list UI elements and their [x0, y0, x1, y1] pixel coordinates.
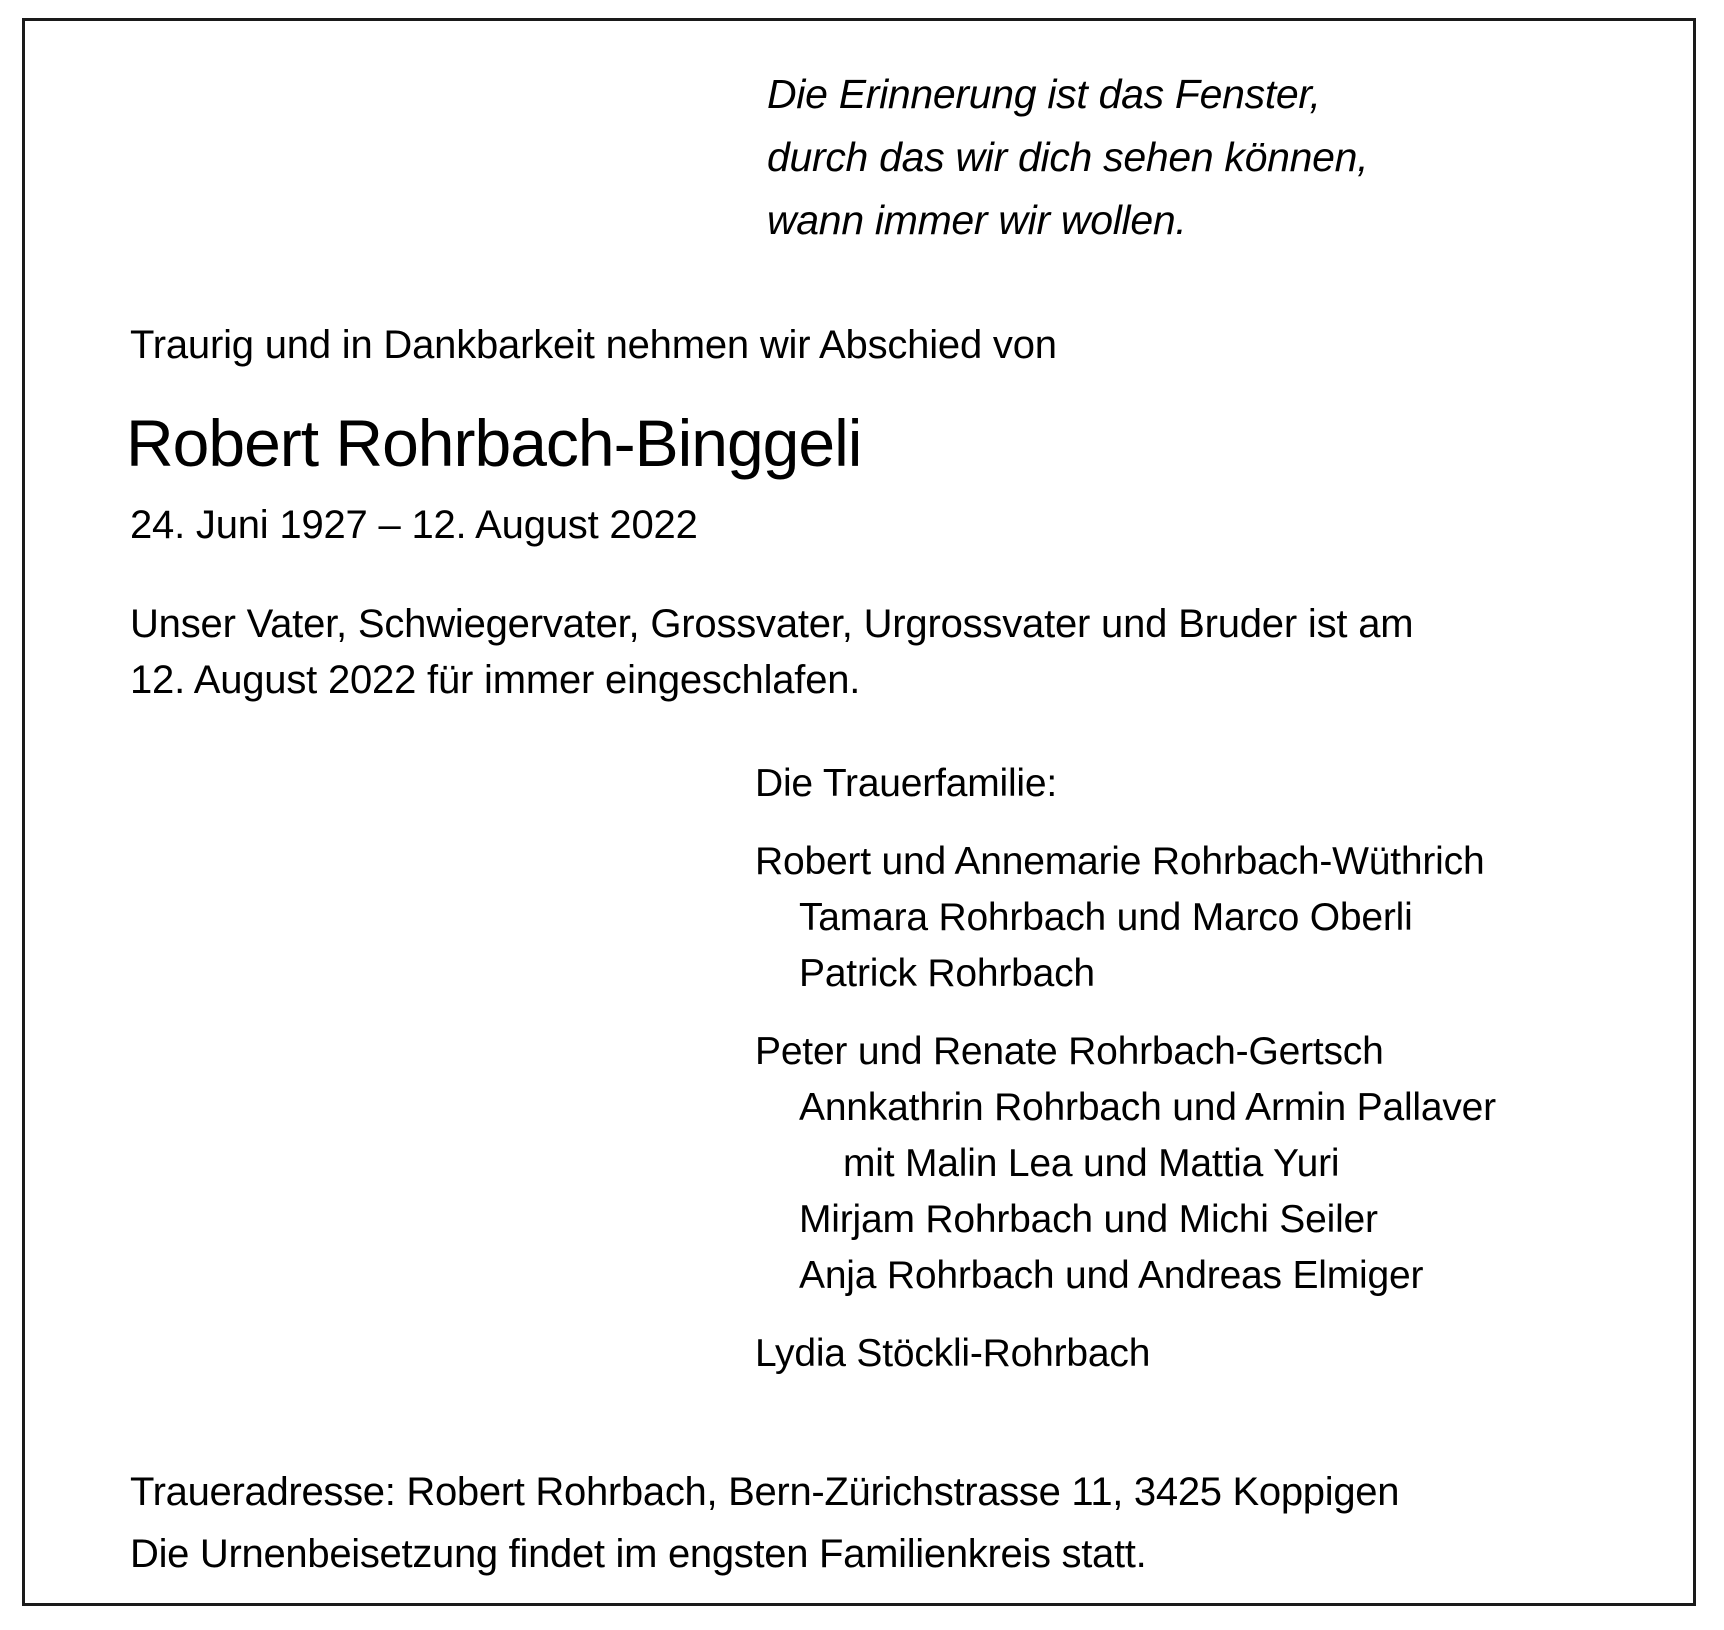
- burial-note: Die Urnenbeisetzung findet im engsten Familienkreis statt.: [130, 1532, 1147, 1576]
- memorial-quote: [767, 63, 1368, 252]
- deceased-name: Robert Rohrbach-Binggeli: [126, 406, 862, 480]
- quote-line: durch das wir dich sehen können,: [767, 134, 1369, 180]
- announcement-line: Unser Vater, Schwiegervater, Grossvater, Urgrossvater und Bruder ist am: [130, 602, 1414, 646]
- family-member: Tamara Rohrbach und Marco Oberli: [799, 896, 1413, 939]
- footer-info: [130, 1461, 1399, 1585]
- obituary-card: [22, 18, 1696, 1606]
- mourning-family-block: [755, 756, 1496, 1404]
- announcement-text: [130, 596, 1650, 708]
- family-group: [755, 1326, 1496, 1382]
- family-group: [755, 1024, 1496, 1304]
- quote-line: wann immer wir wollen.: [767, 197, 1187, 243]
- mourning-address: Traueradresse: Robert Rohrbach, Bern-Zürichstrasse 11, 3425 Koppigen: [130, 1470, 1400, 1514]
- family-member: Mirjam Rohrbach und Michi Seiler: [799, 1198, 1378, 1241]
- quote-line: Die Erinnerung ist das Fenster,: [767, 71, 1321, 117]
- intro-text: Traurig und in Dankbarkeit nehmen wir Abschied von: [130, 323, 1057, 367]
- family-member: Lydia Stöckli-Rohrbach: [755, 1332, 1151, 1375]
- family-member: mit Malin Lea und Mattia Yuri: [843, 1142, 1340, 1185]
- family-group: [755, 834, 1496, 1002]
- family-member: Peter und Renate Rohrbach-Gertsch: [755, 1030, 1384, 1073]
- family-member: Patrick Rohrbach: [799, 952, 1095, 995]
- life-dates: 24. Juni 1927 – 12. August 2022: [130, 503, 698, 547]
- family-member: Anja Rohrbach und Andreas Elmiger: [799, 1254, 1424, 1297]
- announcement-line: 12. August 2022 für immer eingeschlafen.: [130, 658, 861, 702]
- family-member: Annkathrin Rohrbach und Armin Pallaver: [799, 1086, 1496, 1129]
- family-heading: Die Trauerfamilie:: [755, 762, 1058, 805]
- family-member: Robert und Annemarie Rohrbach-Wüthrich: [755, 840, 1485, 883]
